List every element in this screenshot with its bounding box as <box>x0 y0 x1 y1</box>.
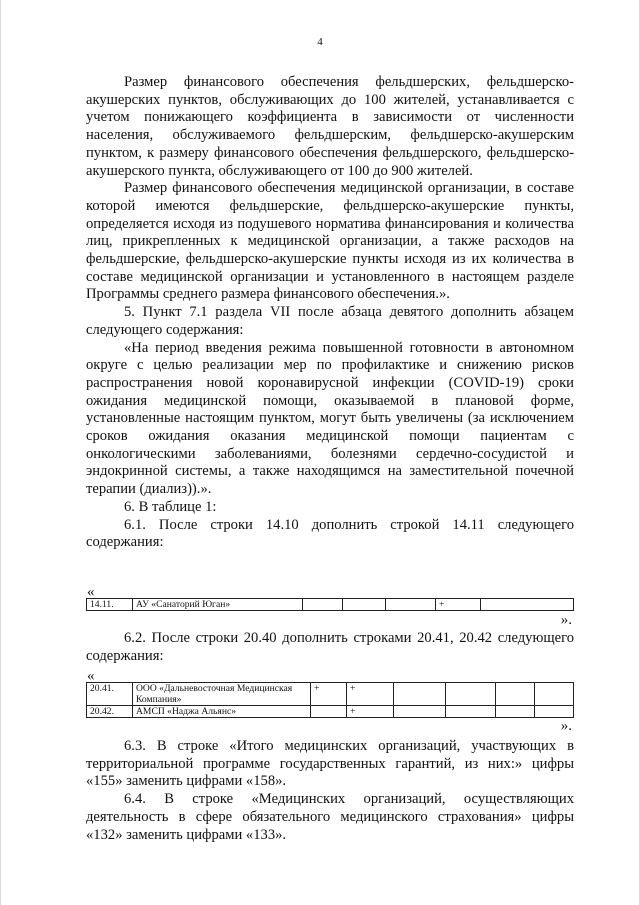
table2-close-quote: ». <box>560 718 572 734</box>
row-number: 20.41. <box>87 683 133 706</box>
table-row <box>87 683 574 706</box>
cell <box>311 706 347 718</box>
cell <box>394 683 446 706</box>
org-name: ООО «Дальневосточная Медицинская Компания» <box>133 683 311 706</box>
table-row <box>87 706 574 718</box>
cell <box>446 683 496 706</box>
cell <box>535 706 574 718</box>
cell: + <box>347 683 394 706</box>
paragraph-item-6-3: 6.3. В строке «Итого медицинских организаций, участвующих в территориальной программе государственных гарантий, из них:» цифры «155» заменить цифрами «158». <box>86 738 574 790</box>
paragraph-item-6-1: 6.1. После строки 14.10 дополнить строкой 14.11 следующего содержания: <box>86 516 574 551</box>
row-number: 20.42. <box>87 706 133 718</box>
paragraph-item-6: 6. В таблице 1: <box>124 498 217 515</box>
table2-open-quote: « <box>87 668 95 684</box>
cell <box>343 599 386 611</box>
row-number: 14.11. <box>87 599 133 611</box>
page-number: 4 <box>317 36 323 48</box>
paragraph-item-6-2: 6.2. После строки 20.40 дополнить строками 20.41, 20.42 следующего содержания: <box>86 630 574 664</box>
cell <box>481 599 574 611</box>
paragraph-medical-org-financing: Размер финансового обеспечения медицинской организации, в составе которой имеются фельдшерские, фельдшерско-акушерские пункты, определяется исходя из подушевого норматива финансирования и количества лиц, прикрепленных к медицинской организации, а также расходов на фельдшерские, фельдшерско-акушерские пункты исходя из их количества в составе медицинской организации и установленного в настоящем разделе Программы среднего размера финансового обеспечения.». <box>86 180 574 303</box>
cell <box>446 706 496 718</box>
cell <box>535 683 574 706</box>
paragraph-feldsher-up-to-100: Размер финансового обеспечения фельдшерских, фельдшерско-акушерских пунктов, обслуживающих до 100 жителей, устанавливается с учетом понижающего коэффициента в зависимости от численности населения, обслуживаемого фельдшерским, фельдшерско-акушерским пунктом, к размеру финансового обеспечения фельдшерского, фельдшерско-акушерского пункта, обслуживающего от 100 до 900 жителей. <box>86 74 574 179</box>
table1-close-quote: ». <box>560 612 572 628</box>
page-left-edge <box>0 0 1 905</box>
paragraph-covid-quote: «На период введения режима повышенной готовности в автономном округе с целью реализации мер по профилактике и снижению рисков распространения новой коронавирусной инфекции (COVID-19) сроки ожидания медицинской помощи, оказываемой в плановой форме, установленные настоящим пунктом, могут быть увеличены (за исключением сроков ожидания оказания медицинской помощи пациентам с онкологическими заболеваниями, болезнями сердечно-сосудистой и эндокринной системы, а также находящимся на заместительной почечной терапии (диализ)).». <box>86 339 574 498</box>
org-name: АМСП «Наджа Альянс» <box>133 706 311 718</box>
table-1411 <box>86 598 574 611</box>
table1-open-quote: « <box>87 584 95 600</box>
cell <box>386 599 436 611</box>
table-2041-2042 <box>86 682 574 718</box>
paragraph-item-6-4: 6.4. В строке «Медицинских организаций, осуществляющих деятельность в сфере обязательного медицинского страхования» цифры «132» заменить цифрами «133». <box>86 791 574 843</box>
table-row <box>87 599 574 611</box>
cell <box>496 683 535 706</box>
cell: + <box>311 683 347 706</box>
cell <box>303 599 343 611</box>
paragraph-item-5: 5. Пункт 7.1 раздела VII после абзаца девятого дополнить абзацем следующего содержания: <box>86 304 574 338</box>
body-text-bottom <box>86 738 574 844</box>
cell: + <box>436 599 481 611</box>
org-name: АУ «Санаторий Юган» <box>133 599 303 611</box>
cell <box>394 706 446 718</box>
cell: + <box>347 706 394 718</box>
cell <box>496 706 535 718</box>
body-text-6-2 <box>86 630 574 665</box>
body-text-top <box>86 74 574 552</box>
